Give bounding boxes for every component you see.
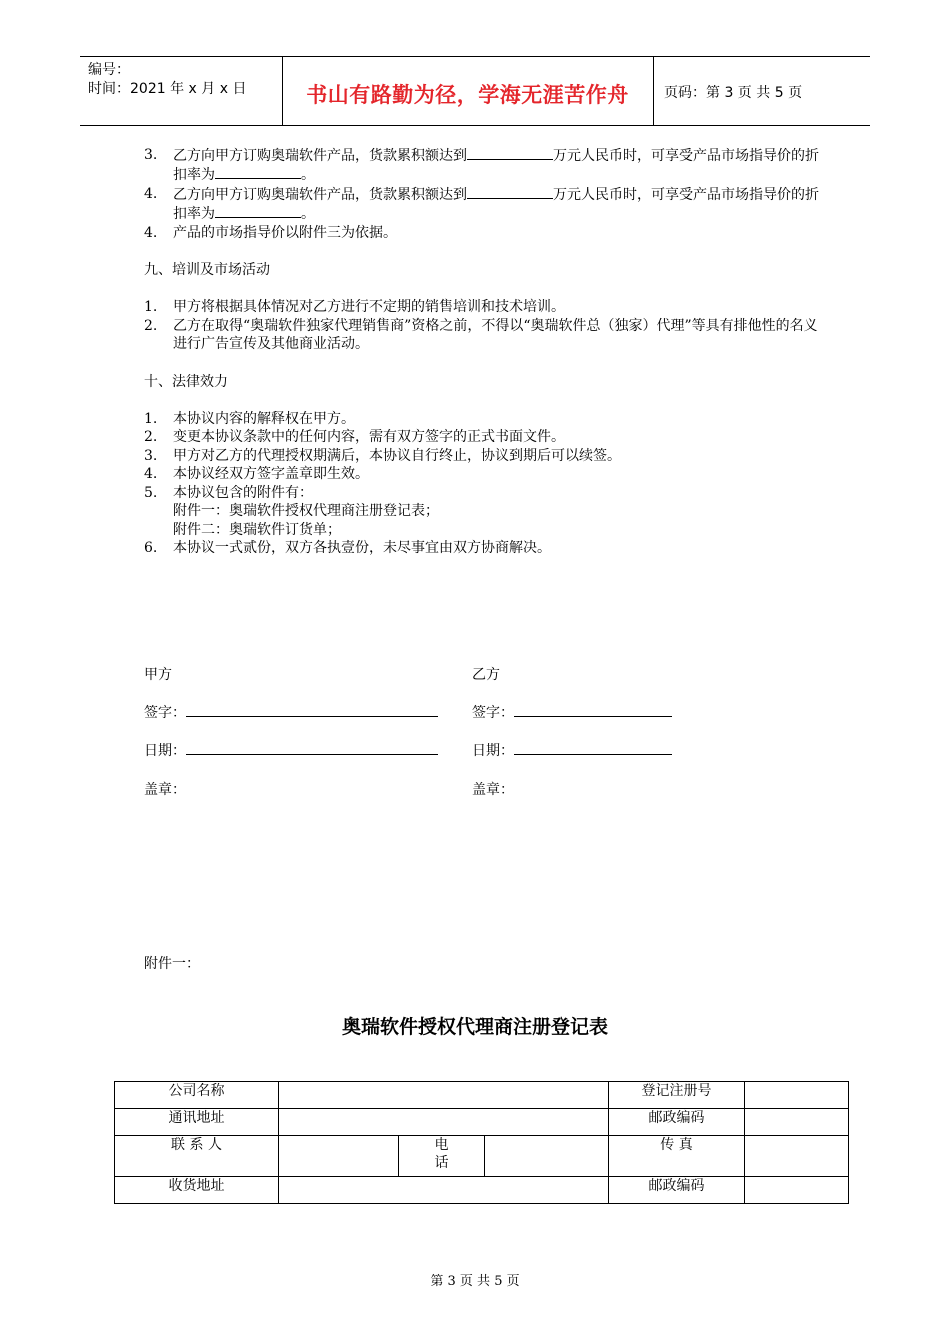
clause-number: 3. [144, 147, 158, 163]
clause-item [144, 317, 824, 354]
phone-cell[interactable] [485, 1136, 609, 1177]
phone-label: 电 话 [399, 1136, 485, 1177]
party-a-sign [144, 702, 438, 722]
shipping-address-cell[interactable] [279, 1177, 609, 1204]
party-b-sign-line[interactable] [514, 702, 672, 717]
contact-cell[interactable] [279, 1136, 399, 1177]
reg-number-label: 登记注册号 [609, 1082, 745, 1109]
clause-text: 本协议包含的附件有： [173, 484, 313, 501]
postcode-cell[interactable] [745, 1177, 849, 1204]
clause-text: 乙方向甲方订购奥瑞软件产品，货款累积额达到 [173, 148, 467, 164]
fill-in-blank[interactable] [467, 185, 553, 199]
header-motto: 书山有路勤为径，学海无涯苦作舟 [306, 83, 629, 107]
clause-text: 甲方对乙方的代理授权期满后，本协议自行终止，协议到期后可以续签。 [173, 447, 621, 464]
clause-number: 3. [144, 447, 158, 464]
registration-table [114, 1081, 849, 1204]
fill-in-blank[interactable] [215, 204, 301, 218]
clause-number: 1. [144, 411, 158, 428]
fax-cell[interactable] [745, 1136, 849, 1177]
party-b-date-line[interactable] [514, 740, 672, 755]
attachment-label: 附件一： [144, 956, 200, 972]
section-title: 九、培训及市场活动 [144, 262, 270, 279]
party-a-seal-label: 盖章： [144, 782, 186, 798]
clause-number: 6. [144, 539, 158, 556]
clause-text: 甲方将根据具体情况对乙方进行不定期的销售培训和技术培训。 [173, 299, 565, 316]
shipping-address-label: 收货地址 [115, 1177, 279, 1204]
clause-item [144, 447, 824, 465]
contact-label: 联 系 人 [115, 1136, 279, 1177]
page-footer: 第 3 页 共 5 页 [430, 1274, 520, 1289]
clause-number: 4. [144, 466, 158, 483]
clause-text: 变更本协议条款中的任何内容，需有双方签字的正式书面文件。 [173, 429, 565, 446]
clause-text: 附件一：奥瑞软件授权代理商注册登记表； [173, 503, 439, 520]
postcode-label: 邮政编码 [609, 1177, 745, 1204]
clause-text: 产品的市场指导价以附件三为依据。 [173, 224, 397, 241]
party-a-date [144, 740, 438, 760]
clause-number: 4. [144, 224, 158, 241]
fill-in-blank[interactable] [215, 165, 301, 179]
clause-text: 。 [301, 206, 315, 223]
page-header [80, 56, 870, 126]
clause-text: 万元人民币时，可享受产品市场指导价的折扣率为 [173, 186, 819, 223]
clause-number: 1. [144, 299, 158, 316]
header-meta [88, 61, 283, 99]
doc-date-label: 时间：2021 年 x 月 x 日 [88, 81, 247, 97]
date-label: 日期： [144, 743, 186, 759]
clause-number: 2. [144, 317, 158, 334]
clause-text: 附件二：奥瑞软件订货单； [173, 521, 341, 538]
doc-number-label: 编号： [88, 62, 130, 78]
clause-text: 乙方向甲方订购奥瑞软件产品，货款累积额达到 [173, 186, 467, 203]
clause-text: 乙方在取得“奥瑞软件独家代理销售商”资格之前，不得以“奥瑞软件总（独家）代理”等具有排他性的名义进行广告宣传及其他商业活动。 [173, 317, 818, 353]
clause-item [144, 410, 824, 428]
clause-text: 本协议一式贰份，双方各执壹份，未尽事宜由双方协商解决。 [173, 539, 551, 556]
clause-item [144, 484, 824, 502]
clause-item [144, 539, 824, 557]
date-label: 日期： [472, 743, 514, 759]
party-a-sign-line[interactable] [186, 702, 438, 717]
address-label: 通讯地址 [115, 1109, 279, 1136]
party-b-seal-label: 盖章： [472, 782, 514, 798]
header-divider [653, 57, 654, 125]
clause-item [144, 146, 824, 185]
party-a-date-line[interactable] [186, 740, 438, 755]
clause-item [144, 465, 824, 483]
table-row [115, 1177, 849, 1204]
clause-number: 5. [144, 484, 158, 501]
section-title: 十、法律效力 [144, 373, 228, 390]
fax-label: 传 真 [609, 1136, 745, 1177]
address-cell[interactable] [279, 1109, 609, 1136]
clause-number: 4. [144, 185, 158, 202]
reg-number-cell[interactable] [745, 1082, 849, 1109]
agreement-body [144, 146, 824, 557]
table-row [115, 1082, 849, 1109]
clause-number: 2. [144, 429, 158, 446]
fill-in-blank[interactable] [467, 146, 553, 160]
form-title: 奥瑞软件授权代理商注册登记表 [341, 1016, 608, 1038]
party-b-label: 乙方 [472, 667, 500, 683]
table-row [115, 1109, 849, 1136]
sign-label: 签字： [472, 705, 514, 721]
attachment-item [144, 502, 824, 520]
clause-text: 本协议内容的解释权在甲方。 [173, 411, 355, 428]
party-b-date [472, 740, 672, 760]
clause-item [144, 185, 824, 224]
clause-item [144, 224, 824, 242]
postcode-label: 邮政编码 [609, 1109, 745, 1136]
company-name-label: 公司名称 [115, 1082, 279, 1109]
clause-text: 本协议经双方签字盖章即生效。 [173, 466, 369, 483]
sign-label: 签字： [144, 705, 186, 721]
party-a-label: 甲方 [144, 667, 172, 683]
clause-item [144, 428, 824, 446]
party-b-sign [472, 702, 672, 722]
header-page-number: 页码：第 3 页 共 5 页 [664, 85, 803, 101]
attachment-item [144, 521, 824, 539]
postcode-cell[interactable] [745, 1109, 849, 1136]
clause-item [144, 298, 824, 316]
table-row [115, 1136, 849, 1177]
clause-text: 。 [301, 167, 315, 184]
clause-text: 万元人民币时，可享受产品市场指导价的折扣率为 [173, 148, 819, 184]
company-name-cell[interactable] [279, 1082, 609, 1109]
